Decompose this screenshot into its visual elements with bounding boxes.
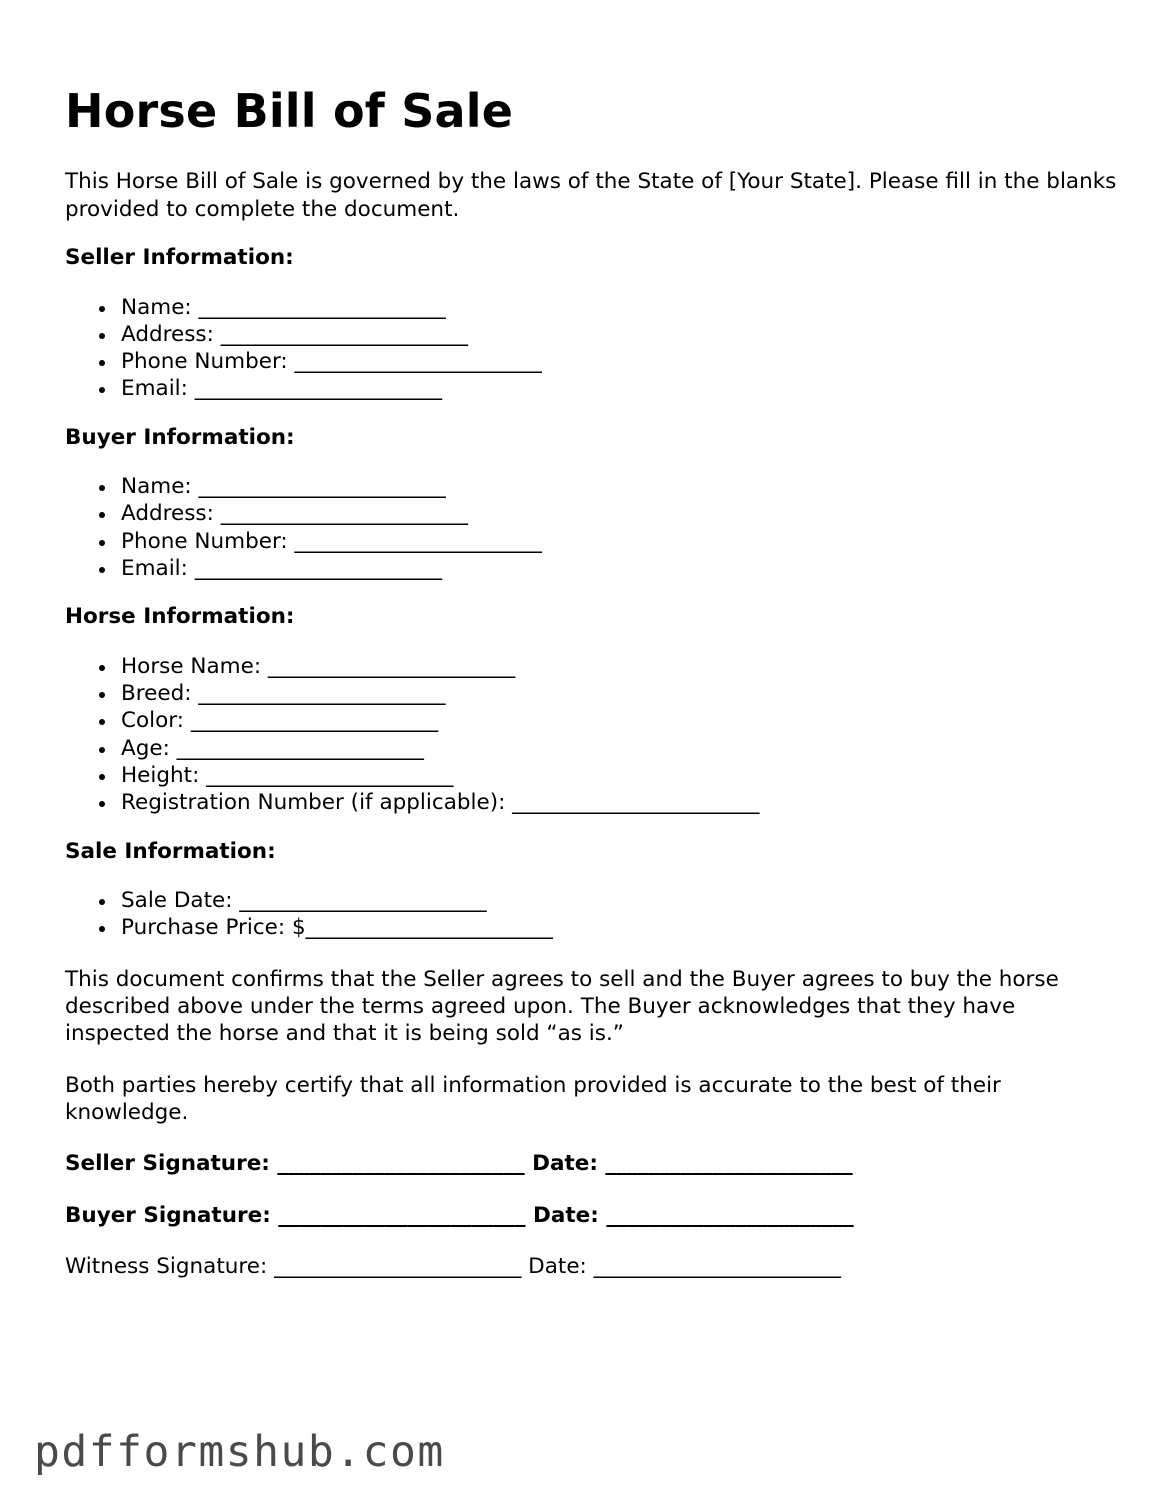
horse-height-field: Height: _______________________ [121, 762, 1125, 789]
horse-breed-field: Breed: _______________________ [121, 680, 1125, 707]
seller-heading: Seller Information: [65, 245, 294, 270]
seller-address-field: Address: _______________________ [121, 321, 1125, 348]
intro-paragraph: This Horse Bill of Sale is governed by the laws of the State of [Your State]. Please fill in the blanks provided to complete the document. [65, 169, 1117, 222]
buyer-email-field: Email: _______________________ [121, 555, 1125, 582]
seller-email-field: Email: _______________________ [121, 375, 1125, 402]
horse-color-field: Color: _______________________ [121, 707, 1125, 734]
purchase-price-field: Purchase Price: $_______________________ [121, 914, 1125, 941]
sale-heading: Sale Information: [65, 838, 276, 864]
buyer-name-field: Name: _______________________ [121, 473, 1125, 500]
buyer-heading: Buyer Information: [65, 424, 295, 450]
witness-signature-line: Witness Signature: _______________________ Date: _______________________ [65, 1253, 841, 1279]
sale-date-field: Sale Date: _______________________ [121, 887, 1125, 914]
seller-phone-field: Phone Number: _______________________ [121, 348, 1125, 375]
document-title: Horse Bill of Sale [65, 84, 514, 138]
horse-heading: Horse Information: [65, 604, 295, 630]
buyer-phone-field: Phone Number: _______________________ [121, 528, 1125, 555]
horse-fields-list [65, 653, 1125, 817]
certification-paragraph: Both parties hereby certify that all information provided is accurate to the best of their knowledge. [65, 1072, 1001, 1125]
horse-registration-field: Registration Number (if applicable): _______________________ [121, 789, 1125, 816]
buyer-address-field: Address: _______________________ [121, 500, 1125, 527]
horse-age-field: Age: _______________________ [121, 735, 1125, 762]
horse-name-field: Horse Name: _______________________ [121, 653, 1125, 680]
seller-signature-line: Seller Signature: _______________________ Date: _______________________ [65, 1151, 853, 1177]
seller-fields-list [65, 294, 1125, 403]
confirmation-paragraph: This document confirms that the Seller agrees to sell and the Buyer agrees to buy the horse described above under the terms agreed upon. The Buyer acknowledges that they have inspected the horse and that it is being sold “as is.” [65, 966, 1059, 1047]
buyer-fields-list [65, 473, 1125, 582]
seller-name-field: Name: _______________________ [121, 294, 1125, 321]
sale-fields-list [65, 887, 1125, 942]
watermark-text: pdfformshub.com [34, 1427, 445, 1477]
document-page [65, 84, 1125, 1280]
buyer-signature-line: Buyer Signature: _______________________ Date: _______________________ [65, 1202, 854, 1228]
